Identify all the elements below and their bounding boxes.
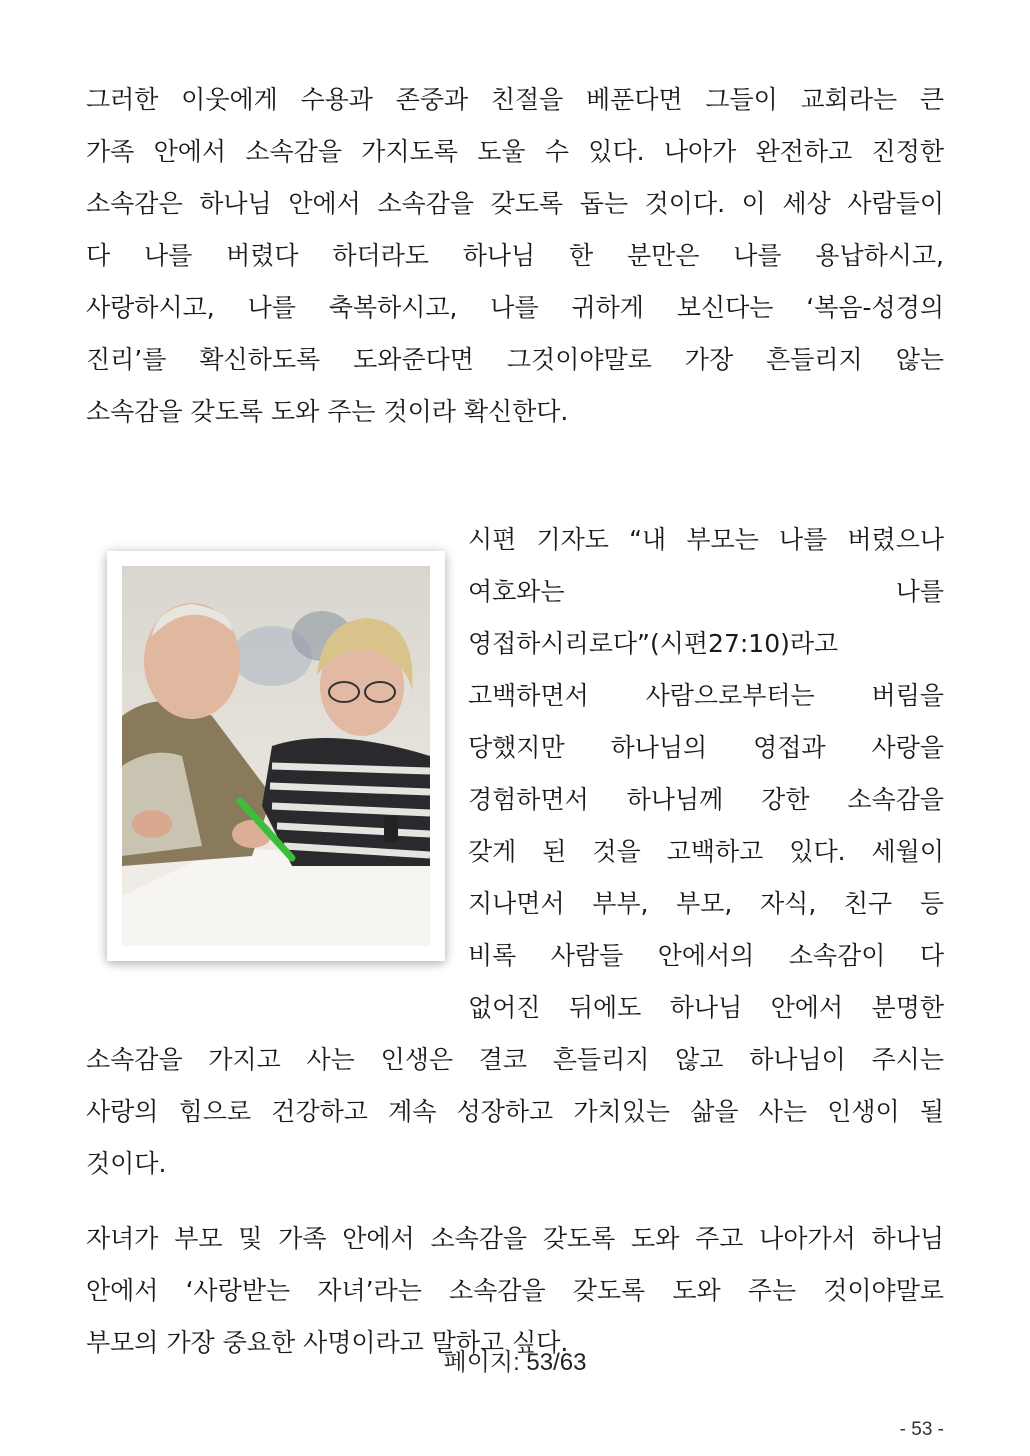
paragraph-2-line-13: 것이다. xyxy=(86,1149,167,1178)
paragraph-1-line-1: 그러한 이웃에게 수용과 존중과 친절을 베푼다면 그들이 교회라는 큰 xyxy=(86,85,944,114)
paragraph-3-line-3: 부모의 가장 중요한 사명이라고 말하고 싶다. xyxy=(86,1328,569,1357)
paragraph-2-line-12: 사랑의 힘으로 건강하고 계속 성장하고 가치있는 삶을 사는 인생이 될 xyxy=(86,1097,944,1126)
paragraph-1-line-5: 사랑하시고, 나를 축복하시고, 나를 귀하게 보신다는 ‘복음-성경의 xyxy=(86,293,944,322)
paragraph-2-side-line-10: 없어진 뒤에도 하나님 안에서 분명한 xyxy=(468,993,944,1022)
paragraph-2-line-11: 소속감을 가지고 사는 인생은 결코 흔들리지 않고 하나님이 주시는 xyxy=(86,1045,944,1074)
paragraph-2-side-line-5: 당했지만 하나님의 영접과 사랑을 xyxy=(468,733,944,762)
elderly-couple-photo xyxy=(122,566,430,946)
paragraph-3-line-2: 안에서 ‘사랑받는 자녀’라는 소속감을 갖도록 도와 주는 것이야말로 xyxy=(86,1276,944,1305)
page-number: - 53 - xyxy=(899,1419,944,1440)
paragraph-1-line-6: 진리’를 확신하도록 도와준다면 그것이야말로 가장 흔들리지 않는 xyxy=(86,345,944,374)
paragraph-1-line-2: 가족 안에서 소속감을 가지도록 도울 수 있다. 나아가 완전하고 진정한 xyxy=(86,137,944,166)
elderly-couple-writing-icon xyxy=(122,566,430,946)
paragraph-2-side-line-8: 지나면서 부부, 부모, 자식, 친구 등 xyxy=(468,889,944,918)
paragraph-2-side-line-7: 갖게 된 것을 고백하고 있다. 세월이 xyxy=(468,837,944,866)
paragraph-1-line-7: 소속감을 갖도록 도와 주는 것이라 확신한다. xyxy=(86,397,569,426)
paragraph-2-side-line-6: 경험하면서 하나님께 강한 소속감을 xyxy=(468,785,944,814)
photo-frame xyxy=(107,551,445,961)
paragraph-2-side-line-9: 비록 사람들 안에서의 소속감이 다 xyxy=(468,941,944,970)
paragraph-2-side-line-3: 영접하시리로다”(시편27:10)라고 xyxy=(468,629,839,658)
page-counter: 페이지: 53/63 xyxy=(443,1349,587,1376)
paragraph-3-line-1: 자녀가 부모 및 가족 안에서 소속감을 갖도록 도와 주고 나아가서 하나님 xyxy=(86,1224,944,1253)
paragraph-1-line-3: 소속감은 하나님 안에서 소속감을 갖도록 돕는 것이다. 이 세상 사람들이 xyxy=(86,189,944,218)
paragraph-2-side-line-2: 여호와는 나를 xyxy=(468,577,944,606)
paragraph-2-side-line-1: 시편 기자도 “내 부모는 나를 버렸으나 xyxy=(468,525,944,554)
paragraph-1-line-4: 다 나를 버렸다 하더라도 하나님 한 분만은 나를 용납하시고, xyxy=(86,241,944,270)
paragraph-2-side-line-4: 고백하면서 사람으로부터는 버림을 xyxy=(468,681,944,710)
